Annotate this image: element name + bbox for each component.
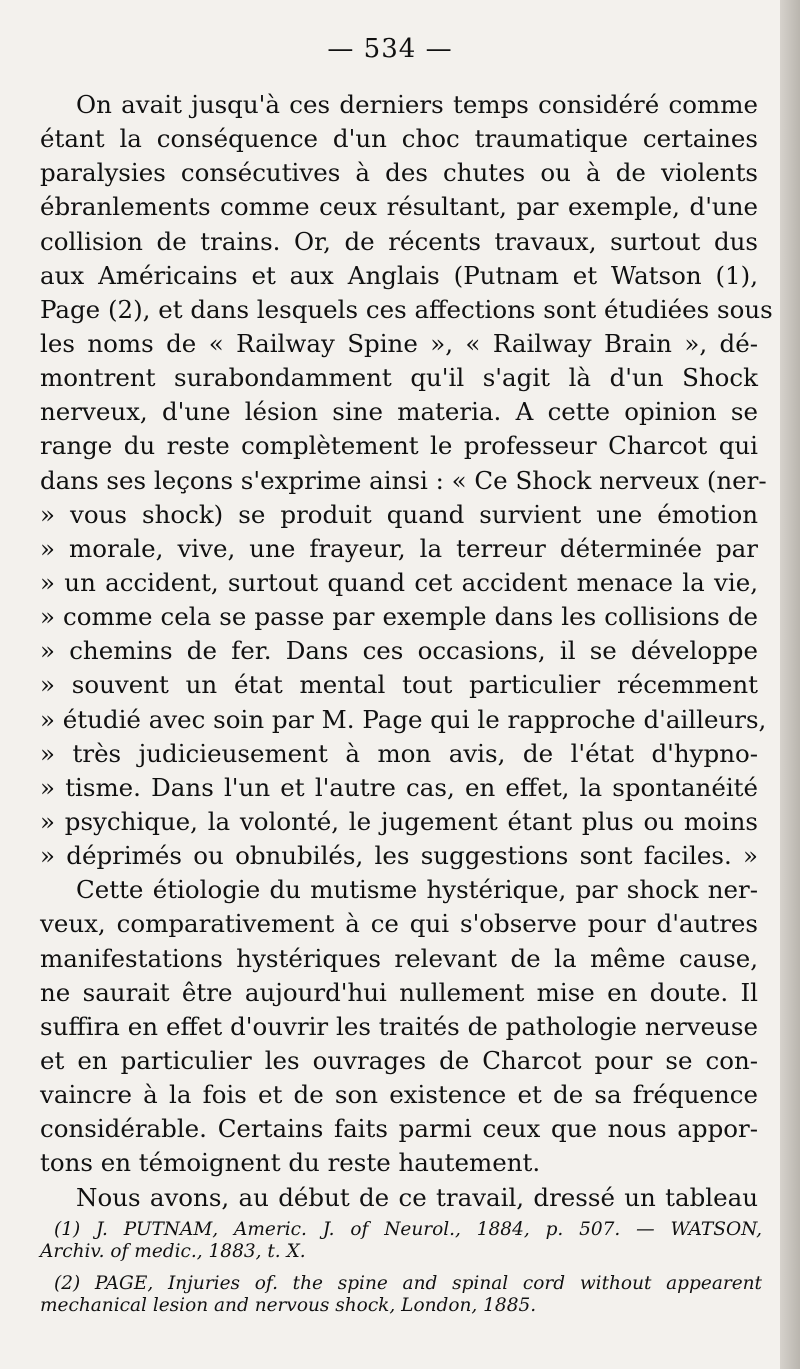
footnote-line: (2) PAGE, Injuries of. the spine and spinal cord without appearent — [54, 1273, 762, 1294]
footnote-line: mechanical lesion and nervous shock, London, 1885. — [40, 1295, 537, 1316]
text-line: paralysies consécutives à des chutes ou à de violents — [40, 158, 758, 188]
text-line: manifestations hystériques relevant de la même cause, — [40, 943, 758, 973]
quote-line: » psychique, la volonté, le jugement étant plus ou moins — [40, 806, 758, 836]
text-line: Nous avons, au début de ce travail, dressé un tableau — [76, 1182, 758, 1212]
quote-line: » étudié avec soin par M. Page qui le rapproche d'ailleurs, — [40, 704, 767, 734]
text-line: étant la conséquence d'un choc traumatique certaines — [40, 124, 758, 154]
quote-line: » chemins de fer. Dans ces occasions, il se développe — [40, 636, 758, 666]
quote-line: » déprimés ou obnubilés, les suggestions sont faciles. » — [40, 841, 758, 871]
text-line: ébranlements comme ceux résultant, par exemple, d'une — [40, 192, 758, 222]
quote-line: » tisme. Dans l'un et l'autre cas, en effet, la spontanéité — [40, 772, 758, 802]
text-line: vaincre à la fois et de son existence et de sa fréquence — [40, 1080, 758, 1110]
page-edge — [780, 0, 800, 1369]
text-line: nerveux, d'une lésion sine materia. A cette opinion se — [40, 397, 758, 427]
footnote-line: (1) J. PUTNAM, Americ. J. of Neurol., 1884, p. 507. — WATSON, — [54, 1219, 762, 1240]
text-line: range du reste complètement le professeur Charcot qui — [40, 431, 758, 461]
quote-line: » souvent un état mental tout particulier récemment — [40, 670, 758, 700]
body-text — [40, 88, 773, 1215]
quote-line: » morale, vive, une frayeur, la terreur déterminée par — [40, 533, 758, 563]
text-line: dans ses leçons s'exprime ainsi : « Ce Shock nerveux (ner- — [40, 465, 767, 495]
footnotes — [40, 1219, 762, 1317]
text-line: collision de trains. Or, de récents travaux, surtout dus — [40, 226, 758, 256]
text-line: tons en témoignent du reste hautement. — [40, 1148, 541, 1178]
text-line: considérable. Certains faits parmi ceux que nous appor- — [40, 1114, 758, 1144]
text-line: On avait jusqu'à ces derniers temps considéré comme — [76, 90, 758, 119]
text-line: ne saurait être aujourd'hui nullement mise en doute. Il — [40, 977, 758, 1007]
quote-line: » très judicieusement à mon avis, de l'état d'hypno- — [40, 738, 758, 768]
quote-line: » comme cela se passe par exemple dans les collisions de — [40, 602, 758, 632]
text-line: Page (2), et dans lesquels ces affections sont étudiées sous — [40, 294, 773, 324]
text-line: aux Américains et aux Anglais (Putnam et Watson (1), — [40, 260, 758, 290]
footnote-line: Archiv. of medic., 1883, t. X. — [40, 1241, 306, 1262]
text-line: les noms de « Railway Spine », « Railway Brain », dé- — [40, 328, 758, 358]
quote-line: » vous shock) se produit quand survient une émotion — [40, 499, 758, 529]
text-line: et en particulier les ouvrages de Charcot pour se con- — [40, 1045, 758, 1075]
text-line: Cette étiologie du mutisme hystérique, par shock ner- — [76, 875, 758, 905]
text-line: montrent surabondamment qu'il s'agit là d'un Shock — [40, 363, 758, 393]
quote-line: » un accident, surtout quand cet accident menace la vie, — [40, 567, 758, 597]
text-line: suffira en effet d'ouvrir les traités de pathologie nerveuse — [40, 1011, 758, 1041]
page-number: — 534 — — [327, 34, 453, 64]
text-line: veux, comparativement à ce qui s'observe pour d'autres — [40, 909, 758, 939]
